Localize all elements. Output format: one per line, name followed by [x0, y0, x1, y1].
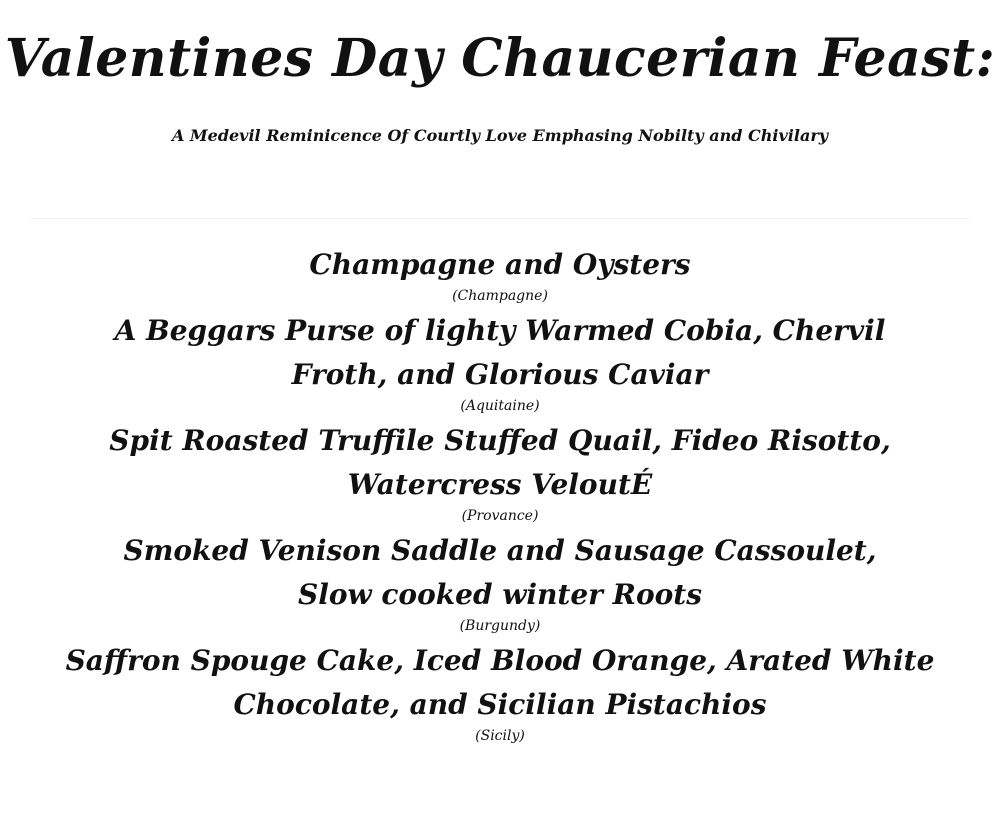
course-dish: Saffron Spouge Cake, Iced Blood Orange, Arated White Chocolate, and Sicilian Pistachios — [65, 644, 935, 721]
course-dish: Smoked Venison Saddle and Sausage Cassoulet, Slow cooked winter Roots — [123, 534, 877, 611]
menu-list — [40, 243, 960, 749]
course-region: (Sicily) — [475, 728, 525, 744]
course-region: (Burgundy) — [459, 618, 541, 634]
course-dish: Spit Roasted Truffile Stuffed Quail, Fideo Risotto, Watercress VeloutÉ — [109, 424, 891, 501]
course-region: (Provance) — [461, 508, 539, 524]
page-subtitle: A Medevil Reminicence Of Courtly Love Emphasing Nobilty and Chivilary — [171, 126, 829, 145]
divider — [30, 218, 970, 219]
course-dish: A Beggars Purse of lighty Warmed Cobia, Chervil Froth, and Glorious Caviar — [114, 314, 886, 391]
course-region: (Aquitaine) — [460, 398, 540, 414]
course-region: (Champagne) — [452, 288, 548, 304]
course-dish: Champagne and Oysters — [309, 248, 691, 281]
page-title: Valentines Day Chaucerian Feast: — [4, 28, 996, 89]
